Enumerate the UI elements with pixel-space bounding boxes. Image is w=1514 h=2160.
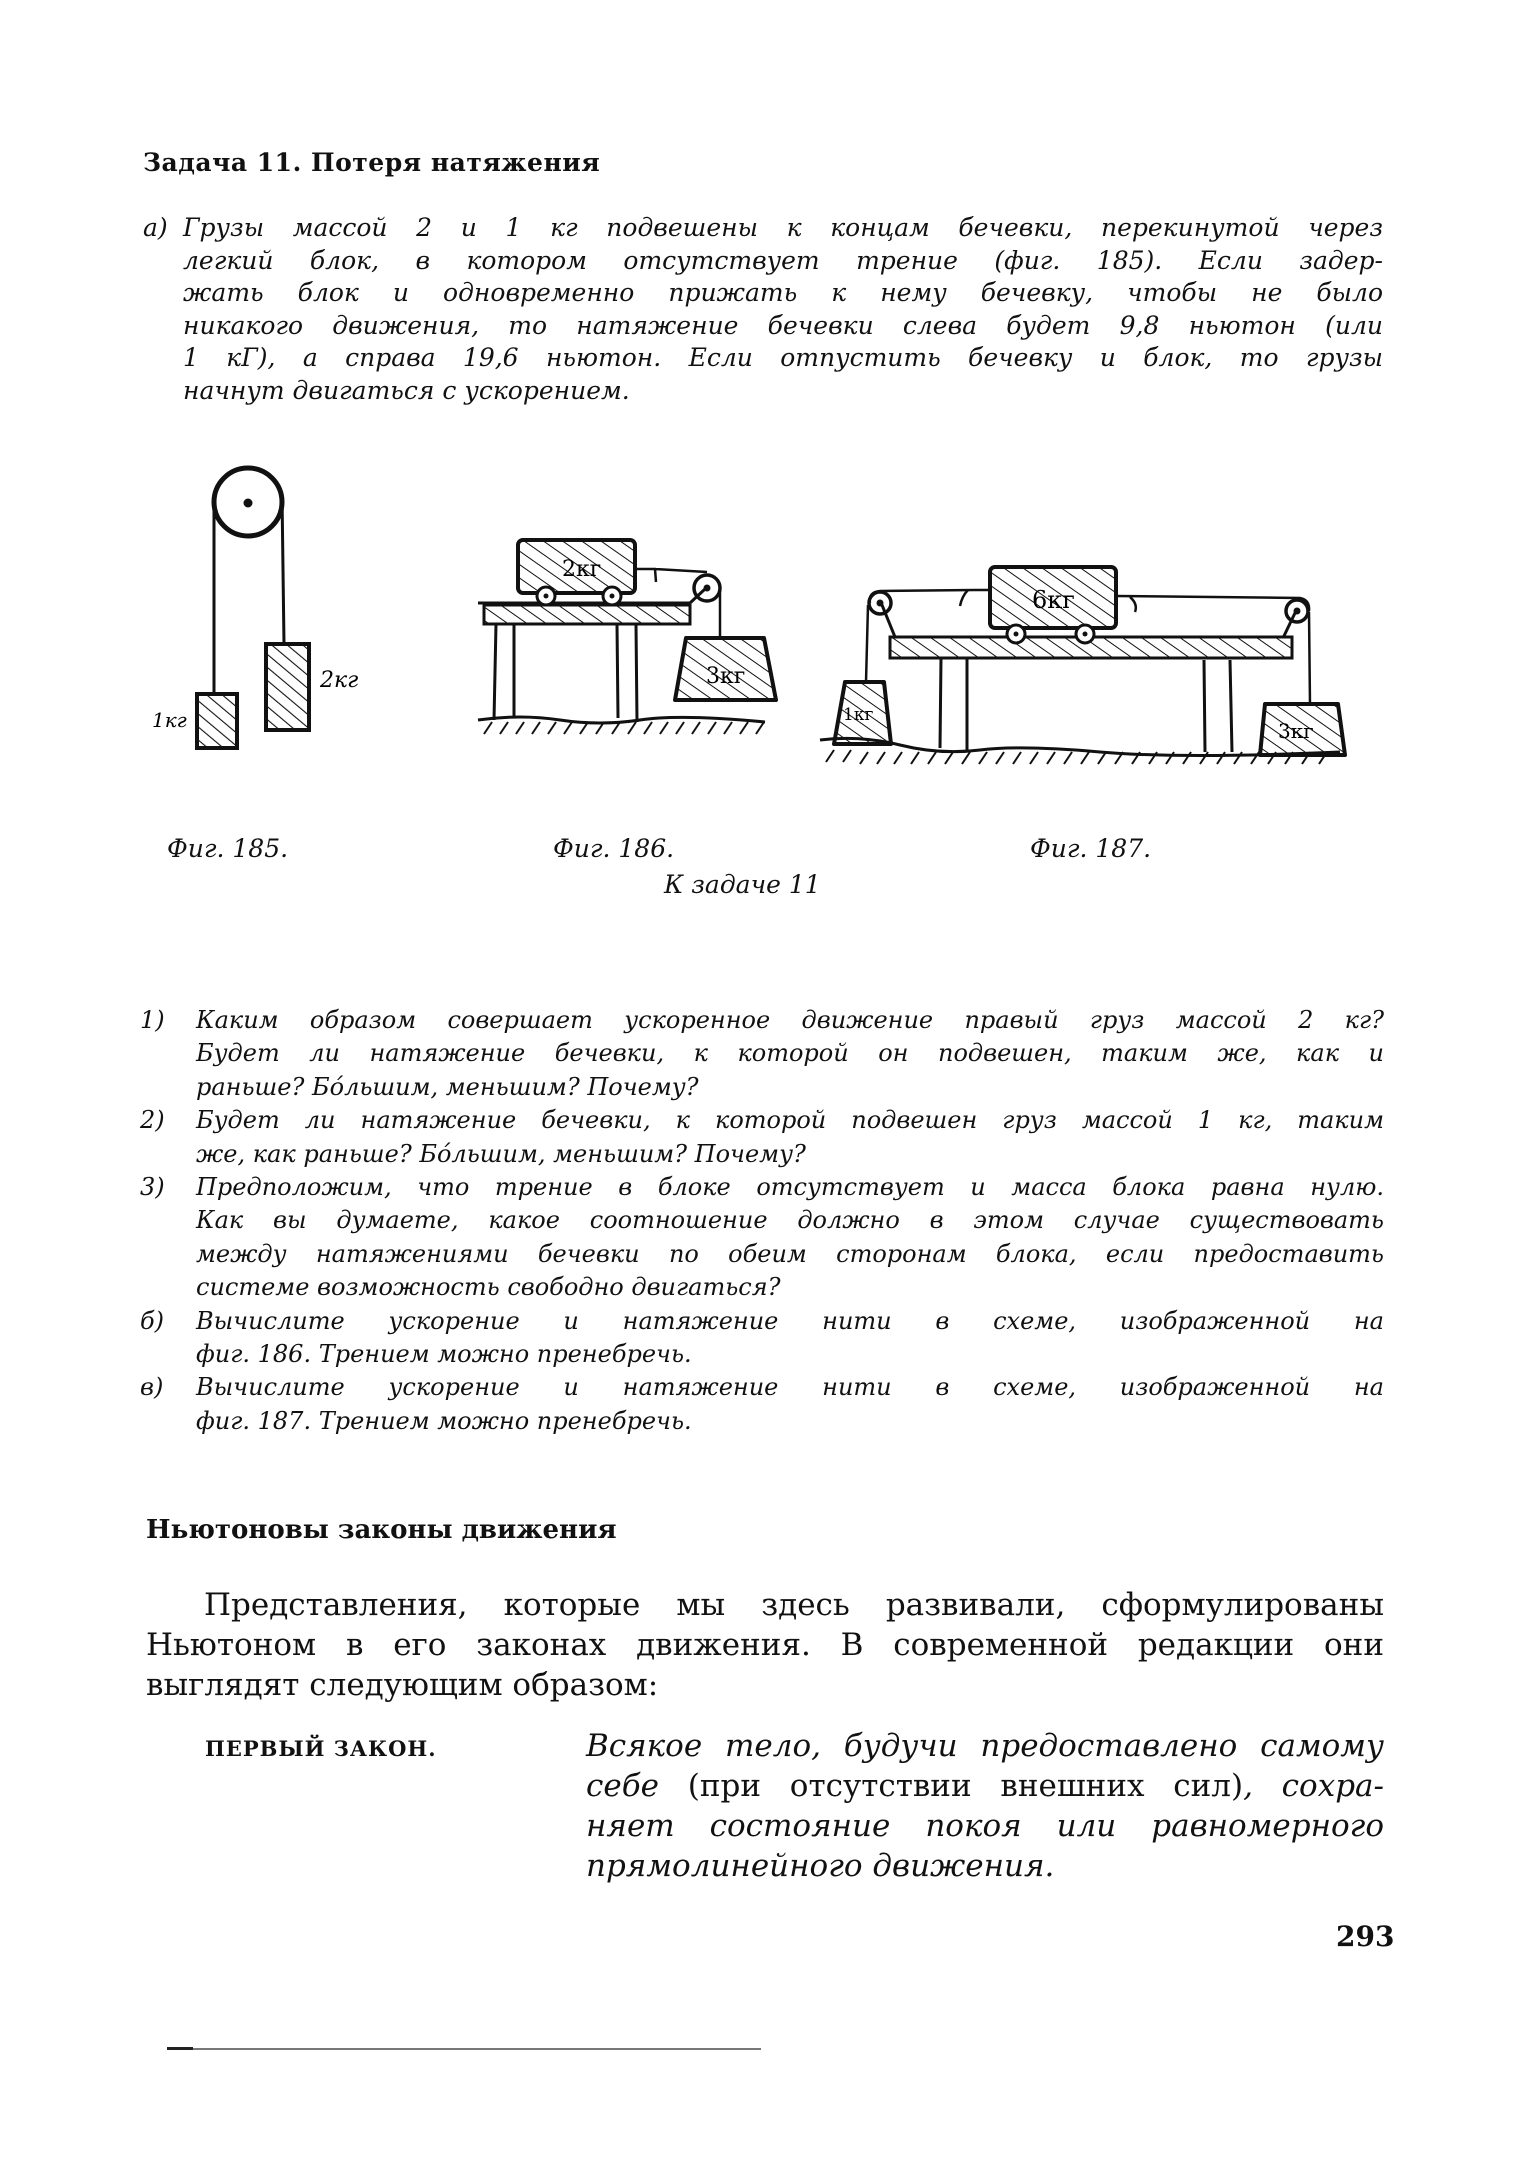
mass-2kg — [266, 644, 309, 730]
caption-fig-186: Фиг. 186. — [553, 834, 675, 863]
task-title: Потеря натяжения — [311, 148, 601, 177]
label-3kg: 3кг — [1278, 719, 1314, 743]
table-leg — [494, 624, 496, 720]
paragraph-label: а) — [143, 213, 168, 242]
law-line: Всякое тело, будучи предоставлено самому — [586, 1728, 1384, 1764]
table-leg — [1204, 660, 1205, 752]
question-line: фиг. 187. Трением можно пренебречь. — [196, 1406, 692, 1435]
string-hanging-right — [1309, 612, 1310, 705]
question-line: Предположим, что трение в блоке отсутствует и масса блока равна нулю. — [196, 1173, 1384, 1202]
figures-illustration — [0, 0, 1514, 800]
table-leg — [617, 624, 618, 718]
label-cart-6kg: 6кг — [1032, 586, 1075, 614]
mass-1kg — [197, 694, 237, 748]
question-line: Как вы думаете, какое соотношение должно в этом случае существовать — [196, 1206, 1384, 1235]
label-1kg: 1кг — [152, 708, 187, 732]
string-right — [1116, 596, 1309, 611]
question-label: 3) — [140, 1173, 165, 1202]
string-hanging-left — [866, 605, 868, 682]
intro-line: выглядят следующим образом: — [146, 1667, 659, 1703]
table-leg — [1230, 660, 1232, 752]
question-line: Будет ли натяжение бечевки, к которой он подвешен, таким же, как и — [196, 1039, 1384, 1068]
first-law-text — [586, 1726, 1384, 1886]
question-item — [140, 1371, 1384, 1438]
question-line: Вычислите ускорение и натяжение нити в схеме, изображенной на — [196, 1306, 1384, 1335]
question-line: Будет ли натяжение бечевки, к которой подвешен груз массой 1 кг, таким — [196, 1106, 1384, 1135]
law-line — [586, 1766, 1384, 1806]
paragraph-line: жать блок и одновременно прижать к нему бечевку, чтобы не было — [183, 278, 1383, 307]
caption-group: К задаче 11 — [664, 870, 821, 899]
question-line: Каким образом совершает ускоренное движение правый груз массой 2 кг? — [196, 1006, 1384, 1034]
law-line: няет состояние покоя или равномерного — [586, 1808, 1384, 1844]
question-line: Вычислите ускорение и натяжение нити в схеме, изображенной на — [196, 1373, 1384, 1402]
question-item — [140, 1004, 1384, 1104]
law-fragment: (при отсутствии внешних сил) — [687, 1768, 1244, 1804]
footer-rule — [167, 2048, 761, 2050]
paragraph-line: никакого движения, то натяжение бечевки слева будет 9,8 ньютон (или — [183, 310, 1383, 340]
question-line: между натяжениями бечевки по обеим сторонам блока, если предоставить — [196, 1239, 1384, 1268]
table-leg — [940, 658, 941, 748]
label-1kg: 1кг — [843, 705, 874, 725]
pulley-axle — [244, 499, 253, 508]
question-item — [140, 1104, 1384, 1171]
question-label: б) — [140, 1306, 165, 1335]
question-line: раньше? Бóльшим, меньшим? Почему? — [196, 1072, 699, 1101]
question-label: 2) — [140, 1106, 165, 1135]
label-3kg: 3кг — [706, 664, 746, 689]
table-leg — [636, 624, 637, 722]
law-line: прямолинейного движения. — [586, 1848, 1055, 1884]
questions-list — [140, 1004, 1384, 1438]
label-cart-2kg: 2кг — [562, 557, 602, 582]
ground — [478, 717, 765, 723]
question-item — [140, 1305, 1384, 1372]
paragraph-line: начнут двигаться с ускорением. — [183, 375, 630, 405]
task-number: Задача 11. — [143, 148, 302, 177]
intro-line: Ньютоном в его законах движения. В современной редакции они — [146, 1627, 1384, 1663]
question-item — [140, 1171, 1384, 1305]
label-2kg: 2кг — [320, 668, 359, 693]
law-fragment: , сохра- — [1243, 1768, 1384, 1804]
question-line: системе возможность свободно двигаться? — [196, 1273, 781, 1302]
string-right — [282, 495, 284, 644]
question-line: фиг. 186. Трением можно пренебречь. — [196, 1340, 692, 1369]
caption-fig-185: Фиг. 185. — [167, 834, 289, 863]
table-top — [484, 605, 690, 624]
intro-paragraph — [146, 1585, 1384, 1705]
intro-line: Представления, которые мы здесь развивали, сформулированы — [204, 1587, 1384, 1623]
section-heading: Ньютоновы законы движения — [146, 1515, 617, 1545]
figure-186 — [478, 540, 776, 734]
figure-185 — [152, 468, 358, 748]
question-line: же, как раньше? Бóльшим, меньшим? Почему? — [196, 1139, 806, 1168]
question-label: в) — [140, 1373, 164, 1402]
page-number: 293 — [1336, 1920, 1395, 1953]
first-law-label: ПЕРВЫЙ ЗАКОН. — [205, 1736, 437, 1761]
caption-fig-187: Фиг. 187. — [1030, 834, 1152, 863]
law-fragment: себе — [586, 1768, 688, 1804]
figure-187 — [820, 567, 1345, 764]
paragraph-line: легкий блок, в котором отсутствует трение (фиг. 185). Если задер- — [183, 245, 1383, 275]
question-label: 1) — [140, 1006, 165, 1034]
paragraph-line: 1 кГ), а справа 19,6 ньютон. Если отпустить бечевку и блок, то грузы — [183, 343, 1383, 372]
paragraph-line: Грузы массой 2 и 1 кг подвешены к концам бечевки, перекинутой через — [183, 213, 1383, 242]
